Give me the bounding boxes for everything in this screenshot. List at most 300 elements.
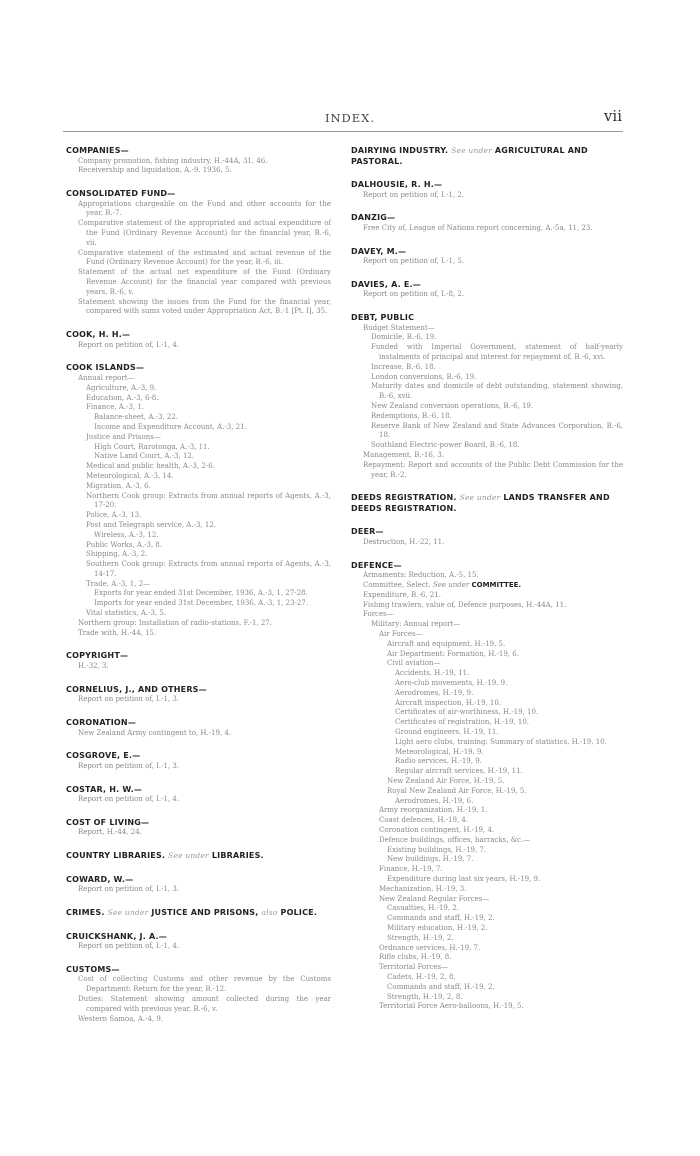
line-text: New Zealand Army contingent to, H.-19, 4. — [78, 728, 232, 737]
line-text: Ordnance services, H.-19, 7. — [379, 943, 481, 952]
index-entry — [66, 908, 331, 919]
entry-line — [66, 423, 331, 433]
entry-line — [66, 609, 331, 619]
line-text: Aircraft and equipment, H.-19, 5. — [387, 639, 506, 648]
line-text: H.-32, 3. — [78, 661, 109, 670]
heading-text: CRIMES. — [66, 908, 105, 918]
entry-heading — [66, 851, 331, 862]
entry-line — [351, 826, 623, 836]
entry-line — [351, 699, 623, 709]
line-text: Southland Electric-power Board, B.-6, 18. — [371, 441, 520, 450]
entry-spacer — [66, 868, 331, 875]
entry-line — [351, 412, 623, 422]
line-text: New Zealand Air Force, H.-19, 5. — [387, 776, 505, 785]
entry-spacer — [66, 644, 331, 651]
line-text: Public Works, A.-3, 8. — [86, 540, 163, 549]
line-text: Commands and staff, H.-19, 2. — [387, 914, 495, 923]
entry-line — [66, 762, 331, 772]
index-entry — [66, 685, 331, 705]
entry-line — [351, 402, 623, 412]
heading-text: COOK ISLANDS— — [66, 363, 145, 373]
entry-line — [351, 538, 623, 548]
line-text: Report on petition of, I.-1, 3. — [78, 885, 180, 894]
entry-line — [66, 795, 331, 805]
entry-line — [351, 718, 623, 728]
header-rule — [63, 131, 623, 132]
line-text: Army reorganization, H.-19, 1. — [379, 806, 488, 815]
line-text: Report on petition of, I.-1, 4. — [78, 340, 180, 349]
entry-spacer — [351, 520, 623, 527]
entry-spacer — [351, 206, 623, 213]
line-text: Duties: Statement showing amount collected during the year compared with previous year, B.-6, v. — [78, 994, 331, 1013]
entry-line — [66, 298, 331, 318]
entry-spacer — [66, 356, 331, 363]
entry-line — [351, 846, 623, 856]
heading-text: DANZIG— — [351, 213, 396, 223]
index-entry — [351, 280, 623, 300]
entry-line — [351, 591, 623, 601]
line-text: Maturity dates and domicile of debt outstanding, statement showing, B.-6, xvii. — [371, 382, 623, 401]
line-text: Aerodromes, H.-19, 9. — [395, 688, 474, 697]
entry-line — [351, 973, 623, 983]
entry-line — [66, 1015, 331, 1025]
entry-line — [66, 482, 331, 492]
entry-line — [66, 268, 331, 297]
line-text: Radio services, H.-19, 9. — [395, 757, 482, 766]
line-text: Defence buildings, offices, barracks, &c.— — [379, 835, 531, 844]
entry-spacer — [66, 1030, 331, 1037]
line-text: Income and Expenditure Account, A.-3, 21. — [94, 422, 247, 431]
entry-line — [351, 257, 623, 267]
entry-spacer — [66, 711, 331, 718]
line-text: Native Land Court, A.-3, 12. — [94, 452, 195, 461]
entry-line — [351, 461, 623, 481]
entry-heading — [66, 965, 331, 976]
entry-line — [66, 200, 331, 220]
entry-line — [66, 828, 331, 838]
line-text: Military education, H.-19, 2. — [387, 923, 488, 932]
line-text: Expenditure, B.-6, 21. — [363, 590, 441, 599]
page-header — [0, 105, 700, 129]
entry-spacer — [351, 486, 623, 493]
index-entry — [66, 875, 331, 895]
index-entry — [351, 247, 623, 267]
line-text: Agriculture, A.-3, 9. — [86, 383, 157, 392]
line-text: Report on petition of, I.-1, 4. — [78, 942, 180, 951]
heading-text: DEFENCE— — [351, 560, 402, 570]
line-text: Cost of collecting Customs and other revenue by the Customs Department: Return for the year, B.-12. — [78, 975, 331, 994]
entry-line — [351, 875, 623, 885]
heading-text: COOK, H. H.— — [66, 330, 131, 340]
line-text: Committee, Select. — [363, 581, 431, 590]
line-text: Existing buildings, H.-19, 7. — [387, 845, 487, 854]
entry-spacer — [351, 173, 623, 180]
entry-line — [351, 748, 623, 758]
entry-line — [66, 394, 331, 404]
line-text: Exports for year ended 31st December, 1936, A.-3, 1, 27-28. — [94, 589, 308, 598]
entry-heading — [351, 313, 623, 324]
entry-heading — [66, 751, 331, 762]
entry-line — [66, 531, 331, 541]
entry-heading — [66, 363, 331, 374]
heading-text: COMPANIES— — [66, 146, 129, 155]
index-entry — [66, 851, 331, 862]
line-text: Cadets, H.-19, 2, 8. — [387, 972, 456, 981]
entry-line — [351, 679, 623, 689]
entry-line — [351, 904, 623, 914]
line-text: New Zealand Regular Forces— — [379, 894, 490, 903]
line-text: Royal New Zealand Air Force, H.-19, 5. — [387, 786, 527, 795]
see-under-label: See under — [459, 493, 501, 503]
line-text: Strength, H.-19, 2. — [387, 933, 454, 942]
entry-line — [351, 650, 623, 660]
entry-line — [351, 630, 623, 640]
entry-line — [66, 729, 331, 739]
heading-text: COSGROVE, E.— — [66, 751, 141, 761]
entry-line — [351, 324, 623, 334]
index-entry — [351, 561, 623, 1012]
heading-text: COUNTRY LIBRARIES. — [66, 851, 166, 861]
page-number: vii — [603, 107, 622, 125]
see-under-label: See under — [107, 908, 149, 918]
line-text: Aerodromes, H.-19, 6. — [395, 796, 474, 805]
entry-heading — [66, 932, 331, 943]
cross-reference-link: POLICE. — [280, 908, 318, 918]
index-entry — [351, 527, 623, 547]
entry-line — [351, 422, 623, 442]
right-column — [351, 146, 623, 1025]
index-entry — [66, 818, 331, 838]
index-entry — [66, 718, 331, 738]
line-text: Meteorological, H.-19, 9. — [395, 747, 484, 756]
entry-line — [351, 797, 623, 807]
entry-line — [66, 403, 331, 413]
heading-text: COPYRIGHT— — [66, 651, 129, 661]
line-text: Medical and public health, A.-3, 2-6. — [86, 462, 215, 471]
cross-reference-link: COMMITTEE. — [471, 581, 522, 590]
line-text: Northern Cook group: Extracts from annual reports of Agents, A.-3, 17-20. — [86, 491, 331, 510]
entry-line — [66, 885, 331, 895]
index-entry — [66, 146, 331, 176]
line-text: Domicile, B.-6, 19. — [371, 333, 437, 342]
entry-line — [66, 413, 331, 423]
line-text: Police, A.-3, 13. — [86, 511, 142, 520]
entry-heading — [66, 651, 331, 662]
entry-line — [351, 363, 623, 373]
line-text: Western Samoa, A.-4, 9. — [78, 1014, 164, 1023]
see-under-label: See under — [432, 581, 470, 590]
heading-text: DEEDS REGISTRATION. — [351, 493, 457, 503]
line-text: Post and Telegraph service, A.-3, 12. — [86, 520, 216, 529]
line-text: Coast defences, H.-19, 4. — [379, 816, 469, 825]
entry-line — [351, 659, 623, 669]
entry-heading — [351, 493, 623, 514]
line-text: Certificates of registration, H.-19, 10. — [395, 718, 530, 727]
entry-line — [66, 433, 331, 443]
line-text: Air Department: Formation, H.-19, 6. — [387, 649, 519, 658]
entry-line — [351, 787, 623, 797]
heading-text: CRUICKSHANK, J. A.— — [66, 931, 167, 941]
entry-line — [66, 443, 331, 453]
line-text: Repayment: Report and accounts of the Public Debt Commission for the year, B.-2. — [363, 460, 623, 479]
also-label: also — [261, 908, 278, 918]
entry-line — [66, 472, 331, 482]
line-text: Territorial Forces— — [379, 963, 449, 972]
line-text: Education, A.-3, 6-8. — [86, 393, 159, 402]
entry-line — [351, 610, 623, 620]
entry-spacer — [351, 306, 623, 313]
left-column — [66, 146, 331, 1037]
entry-spacer — [66, 323, 331, 330]
line-text: Finance, H.-19, 7. — [379, 865, 443, 874]
index-entry — [66, 932, 331, 952]
index-entry — [66, 189, 331, 317]
heading-text: DALHOUSIE, R. H.— — [351, 180, 443, 189]
line-text: Management, B.-16, 3. — [363, 451, 444, 460]
entry-spacer — [66, 182, 331, 189]
entry-spacer — [351, 273, 623, 280]
heading-text: DAIRYING INDUSTRY. — [351, 146, 449, 155]
entry-line — [351, 601, 623, 611]
line-text: Justice and Prisons— — [86, 432, 161, 441]
entry-line — [351, 333, 623, 343]
line-text: Wireless, A.-3, 12. — [94, 530, 159, 539]
entry-line — [351, 895, 623, 905]
line-text: Comparative statement of the estimated and actual revenue of the Fund (Ordinary Revenue Account) for the year, B.-6, iii. — [78, 248, 331, 267]
line-text: Destruction, H.-22, 11. — [363, 537, 445, 546]
line-text: Redemptions, B.-6, 18. — [371, 411, 452, 420]
line-text: Statement showing the issues from the Fund for the financial year, compared with sums voted under Appropriation Act, B.-1 [Pt. I], 35. — [78, 297, 331, 316]
entry-heading — [351, 213, 623, 224]
entry-line — [351, 993, 623, 1003]
entry-line — [66, 550, 331, 560]
line-text: New buildings, H.-19, 7. — [387, 855, 474, 864]
line-text: Vital statistics, A.-3, 5. — [86, 609, 167, 618]
index-entry — [66, 965, 331, 1024]
line-text: Armaments: Reduction, A.-5, 15. — [363, 571, 479, 580]
line-text: New Zealand conversion operations, B.-6, 19. — [371, 402, 534, 411]
entry-line — [66, 521, 331, 531]
entry-line — [351, 885, 623, 895]
line-text: Casualties, H.-19, 2. — [387, 904, 460, 913]
entry-line — [351, 924, 623, 934]
entry-line — [351, 728, 623, 738]
entry-line — [351, 757, 623, 767]
entry-spacer — [66, 811, 331, 818]
entry-line — [351, 581, 623, 591]
index-entry — [351, 493, 623, 514]
entry-line — [351, 224, 623, 234]
entry-line — [66, 942, 331, 952]
entry-line — [351, 620, 623, 630]
line-text: Strength, H.-19, 2, 8. — [387, 992, 463, 1001]
line-text: High Court, Rarotonga, A.-3, 11. — [94, 442, 210, 451]
line-text: Company promotion, fishing industry, H.-44A, 31, 46. — [78, 156, 268, 165]
line-text: Imports for year ended 31st December, 1936, A.-3, 1, 23-27. — [94, 599, 309, 608]
line-text: Finance, A.-3, 1. — [86, 403, 145, 412]
entry-spacer — [66, 844, 331, 851]
entry-line — [351, 640, 623, 650]
line-text: Report on petition of, I.-1, 4. — [78, 795, 180, 804]
cross-reference-link: JUSTICE AND PRISONS, — [151, 908, 259, 918]
entry-heading — [66, 718, 331, 729]
entry-line — [66, 249, 331, 269]
entry-heading — [66, 146, 331, 157]
entry-line — [351, 689, 623, 699]
heading-text: DEBT, PUBLIC — [351, 313, 415, 323]
entry-line — [351, 669, 623, 679]
entry-spacer — [66, 744, 331, 751]
heading-text: DAVEY, M.— — [351, 246, 407, 256]
line-text: Aircraft inspection, H.-19, 10. — [395, 698, 502, 707]
line-text: Shipping, A.-3, 2. — [86, 550, 148, 559]
entry-line — [351, 451, 623, 461]
entry-spacer — [351, 554, 623, 561]
line-text: Certificates of air-worthiness, H.-19, 10. — [395, 708, 539, 717]
line-text: Reserve Bank of New Zealand and State Advances Corporation, B.-6, 18. — [371, 421, 623, 440]
entry-line — [66, 374, 331, 384]
entry-heading — [66, 330, 331, 341]
index-entry — [66, 363, 331, 638]
line-text: Increase, B.-6, 18. — [371, 362, 436, 371]
entry-line — [66, 541, 331, 551]
index-entry — [351, 180, 623, 200]
line-text: Annual report— — [78, 373, 135, 382]
entry-line — [66, 662, 331, 672]
entry-line — [66, 995, 331, 1015]
index-entry — [66, 751, 331, 771]
line-text: Comparative statement of the appropriated and actual expenditure of the Fund (Ordinary Revenue Account) for the financial year, B.-6, vii. — [78, 219, 331, 247]
line-text: Receivership and liquidation, A.-9, 1936, 5. — [78, 166, 232, 175]
heading-text: CONSOLIDATED FUND— — [66, 189, 176, 199]
line-text: Funded with Imperial Government, statement of half-yearly instalments of principal and interest for repayment of, B.-6, xvi. — [371, 343, 623, 362]
index-entry — [66, 651, 331, 671]
entry-heading — [351, 247, 623, 258]
entry-line — [351, 914, 623, 924]
line-text: Regular aircraft services, H.-19, 11. — [395, 767, 523, 776]
heading-text: COWARD, W.— — [66, 874, 134, 884]
line-text: Coronation contingent, H.-19, 4. — [379, 825, 495, 834]
index-entry — [351, 213, 623, 233]
entry-spacer — [351, 240, 623, 247]
entry-line — [66, 589, 331, 599]
line-text: Fishing trawlers, value of, Defence purposes, H.-44A, 11. — [363, 600, 567, 609]
entry-line — [351, 934, 623, 944]
line-text: Southern Cook group: Extracts from annual reports of Agents, A.-3, 14-17. — [86, 560, 331, 578]
entry-spacer — [66, 925, 331, 932]
entry-line — [66, 462, 331, 472]
entry-line — [66, 560, 331, 580]
entry-spacer — [66, 678, 331, 685]
line-text: Expenditure during last six years, H.-19, 9. — [387, 874, 541, 883]
line-text: Migration, A.-3, 6. — [86, 481, 151, 490]
entry-line — [66, 384, 331, 394]
index-entry — [66, 785, 331, 805]
line-text: Budget Statement— — [363, 323, 435, 332]
heading-text: DEER— — [351, 527, 384, 537]
entry-spacer — [351, 1018, 623, 1025]
heading-text: COST OF LIVING— — [66, 817, 150, 827]
line-text: Military: Annual report— — [371, 620, 461, 629]
line-text: London conversions, B.-6, 19. — [371, 372, 477, 381]
line-text: Commands and staff, H.-19, 2. — [387, 982, 495, 991]
line-text: Civil aviation— — [387, 659, 441, 668]
entry-heading — [351, 180, 623, 191]
line-text: Rifle clubs, H.-19, 8. — [379, 953, 452, 962]
entry-line — [351, 963, 623, 973]
entry-line — [66, 511, 331, 521]
entry-heading — [351, 561, 623, 572]
cross-reference-link: AGRICULTURAL AND PASTORAL. — [351, 146, 588, 166]
entry-line — [351, 708, 623, 718]
line-text: Free City of, League of Nations report concerning, A.-5a, 11, 23. — [363, 223, 593, 232]
line-text: Report on petition of, I.-1, 3. — [78, 695, 180, 704]
line-text: Mechanization, H.-19, 3. — [379, 884, 467, 893]
entry-heading — [66, 685, 331, 696]
entry-line — [351, 738, 623, 748]
entry-heading — [351, 146, 623, 167]
line-text: Trade with, H.-44, 15. — [78, 628, 157, 637]
entry-line — [351, 191, 623, 201]
heading-text: CUSTOMS— — [66, 964, 120, 974]
line-text: Report on petition of, I.-1, 2. — [363, 190, 465, 199]
entry-line — [351, 777, 623, 787]
entry-heading — [66, 875, 331, 886]
line-text: Statement of the actual net expenditure of the Fund (Ordinary Revenue Account) for the financial year compared with previous years, B.-6, v. — [78, 268, 331, 296]
index-entry — [351, 146, 623, 167]
entry-line — [351, 806, 623, 816]
entry-heading — [351, 280, 623, 291]
entry-line — [66, 166, 331, 176]
line-text: Ground engineers, H.-19, 11. — [395, 727, 499, 736]
line-text: Air Forces— — [379, 630, 423, 639]
see-under-label: See under — [168, 851, 209, 861]
entry-heading — [66, 908, 331, 919]
entry-line — [66, 580, 331, 590]
entry-spacer — [66, 778, 331, 785]
entry-line — [66, 492, 331, 512]
entry-heading — [66, 785, 331, 796]
entry-line — [351, 836, 623, 846]
entry-line — [351, 983, 623, 993]
entry-line — [351, 343, 623, 363]
entry-heading — [66, 189, 331, 200]
entry-line — [351, 382, 623, 402]
entry-line — [66, 219, 331, 248]
entry-line — [66, 975, 331, 995]
entry-line — [351, 767, 623, 777]
entry-spacer — [66, 958, 331, 965]
line-text: Forces— — [363, 610, 394, 619]
entry-line — [351, 373, 623, 383]
entry-line — [66, 452, 331, 462]
line-text: Accidents, H.-19, 11. — [395, 669, 470, 678]
entry-line — [351, 944, 623, 954]
entry-heading — [66, 818, 331, 829]
line-text: Report, H.-44, 24. — [78, 828, 142, 837]
see-under-label: See under — [451, 146, 492, 155]
line-text: Light aero clubs, training: Summary of statistics, H.-19, 10. — [395, 737, 607, 746]
entry-line — [351, 953, 623, 963]
entry-line — [351, 865, 623, 875]
page-title: INDEX. — [324, 111, 376, 125]
entry-heading — [351, 527, 623, 538]
entry-line — [351, 1002, 623, 1012]
entry-line — [351, 571, 623, 581]
line-text: Appropriations chargeable on the Fund and other accounts for the year, B.-7. — [78, 199, 331, 218]
line-text: Territorial Force Aero-balloons, H.-19, 5. — [379, 1002, 524, 1011]
index-entry — [351, 313, 623, 480]
